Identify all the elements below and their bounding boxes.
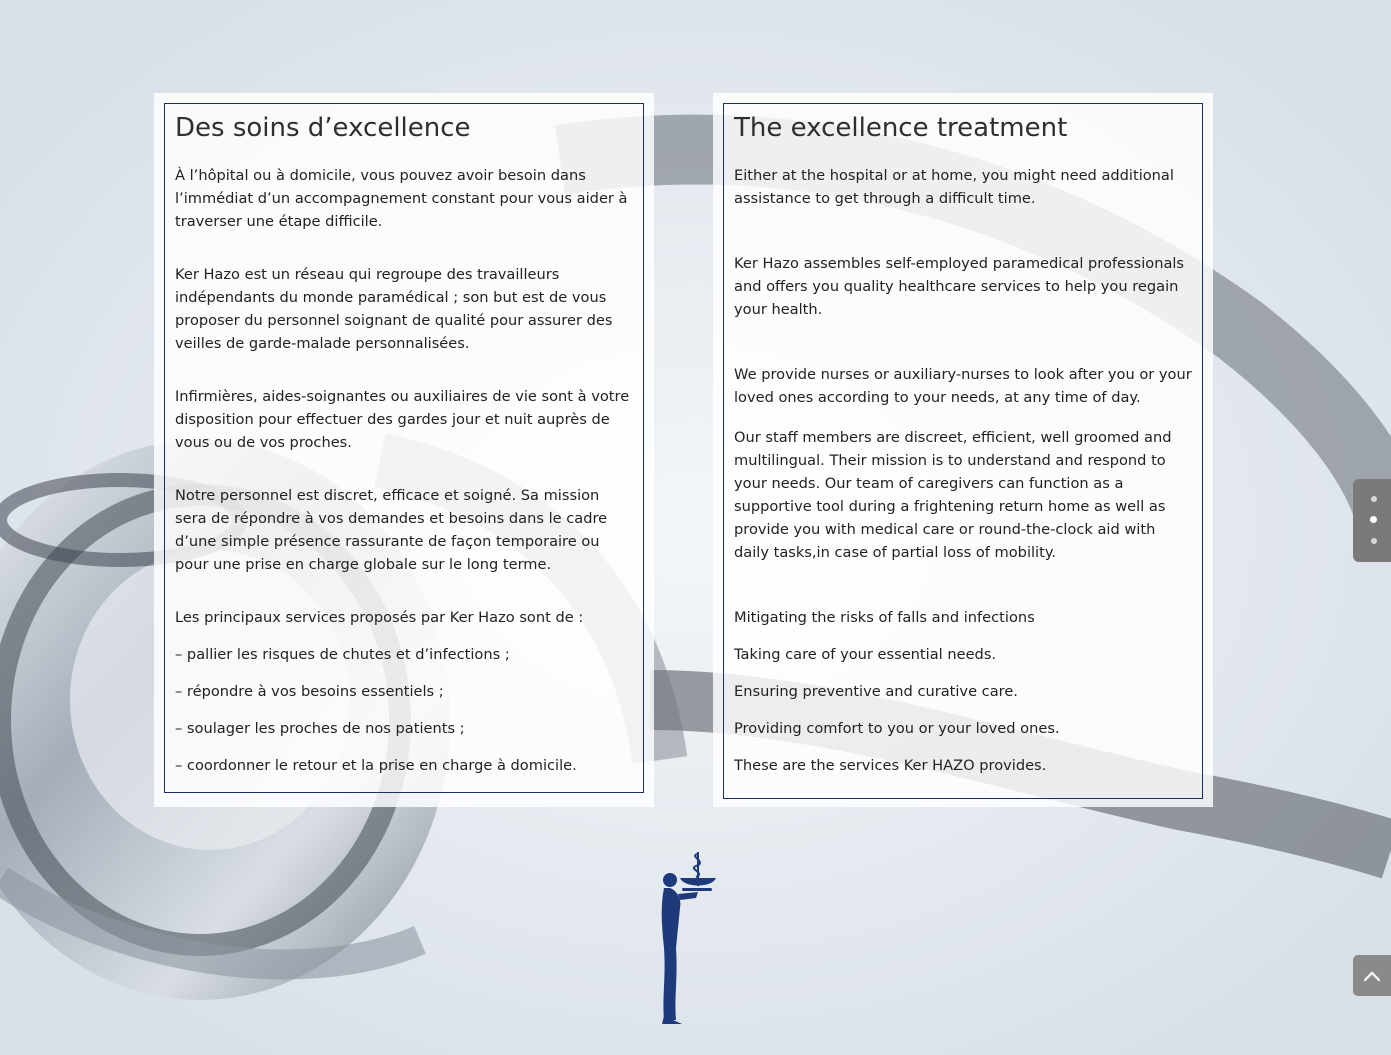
french-box [164,103,644,793]
french-paragraph: Ker Hazo est un réseau qui regroupe des travailleurs indépendants du monde paramédical ; son but est de vous proposer du personnel soignant de qualité pour assurer des veilles de garde-malade personnalisées. [175,266,613,352]
section-nav-dot[interactable] [1371,496,1377,502]
french-title: Des soins d’excellence [175,113,471,143]
section-nav-dot-active[interactable] [1370,516,1377,523]
english-paragraph: Either at the hospital or at home, you might need additional assistance to get through a difficult time. [734,167,1174,207]
french-service-item: – coordonner le retour et la prise en charge à domicile. [175,757,577,774]
french-service-item: – répondre à vos besoins essentiels ; [175,683,444,700]
english-title: The excellence treatment [734,113,1068,143]
caduceus-waiter-logo[interactable] [652,848,724,1026]
english-paragraph: Our staff members are discreet, efficient, well groomed and multilingual. Their mission is to understand and respond to your needs. Our team of caregivers can function as a supportive tool during a frightening return home as well as provide you with medical care or round-the-clock aid with daily tasks,in case of partial loss of mobility. [734,429,1172,561]
english-service-item: Mitigating the risks of falls and infections [734,609,1035,626]
french-service-item: – soulager les proches de nos patients ; [175,720,465,737]
french-paragraph: Notre personnel est discret, efficace et soigné. Sa mission sera de répondre à vos demandes et besoins dans le cadre d’une simple présence rassurante de façon temporaire ou pour une prise en charge globale sur le long terme. [175,487,608,573]
english-paragraph: We provide nurses or auxiliary-nurses to look after you or your loved ones according to your needs, at any time of day. [734,366,1192,406]
english-box [723,103,1203,799]
english-column [713,93,1213,807]
english-service-item: Taking care of your essential needs. [734,646,997,663]
french-service-item: – pallier les risques de chutes et d’infections ; [175,646,510,663]
english-paragraph: Ker Hazo assembles self-employed paramedical professionals and offers you quality healthcare services to help you regain your health. [734,255,1185,318]
section-nav [1353,479,1391,562]
scroll-to-top-button[interactable] [1353,955,1391,996]
chevron-up-icon [1362,966,1382,986]
french-paragraph: À l’hôpital ou à domicile, vous pouvez avoir besoin dans l’immédiat d’un accompagnement constant pour vous aider à traverser une étape difficile. [175,167,628,230]
french-services-intro: Les principaux services proposés par Ker Hazo sont de : [175,609,584,626]
english-service-item: Providing comfort to you or your loved ones. [734,720,1060,737]
french-paragraph: Infirmières, aides-soignantes ou auxiliaires de vie sont à votre disposition pour effectuer des gardes jour et nuit auprès de vous ou de vos proches. [175,388,630,451]
english-service-item: These are the services Ker HAZO provides. [734,757,1047,774]
english-service-item: Ensuring preventive and curative care. [734,683,1018,700]
section-nav-dot[interactable] [1371,538,1377,544]
french-column [154,93,654,807]
